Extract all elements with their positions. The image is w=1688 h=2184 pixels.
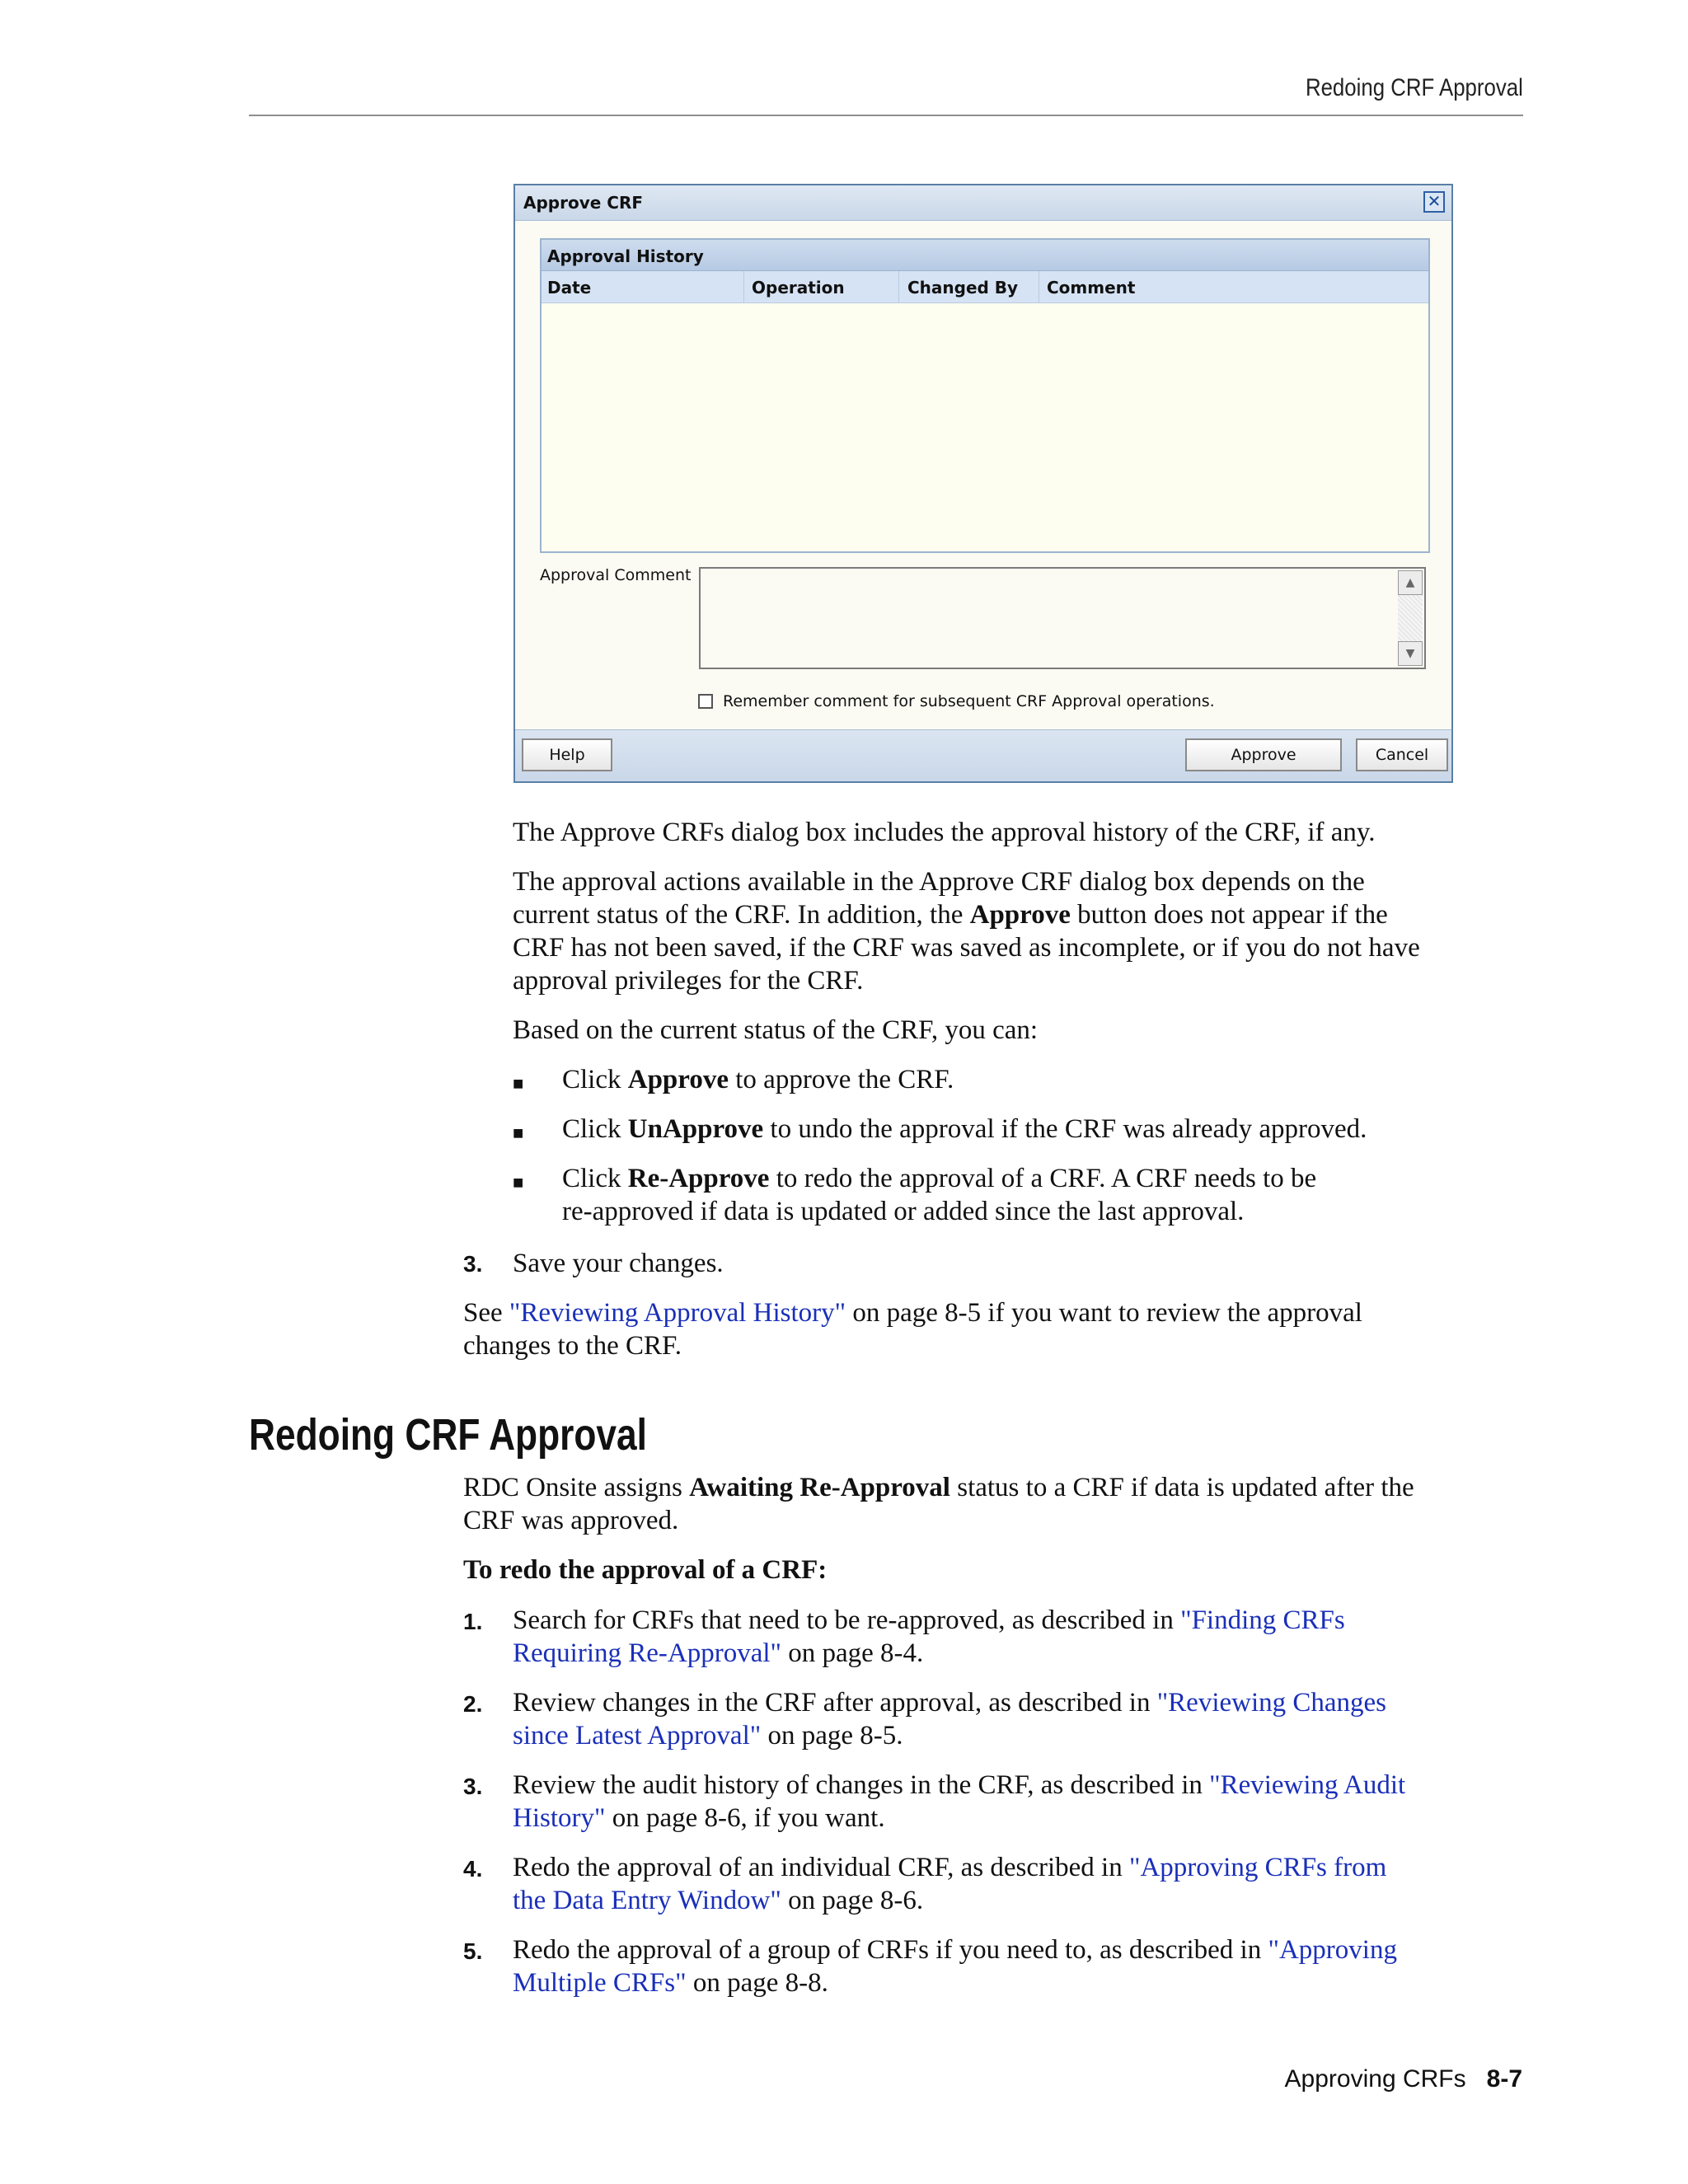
step-number: 3. <box>463 1251 483 1277</box>
see-also-paragraph: See "Reviewing Approval History" on page 8-5 if you want to review the approval changes to the CRF. <box>463 1298 1362 1361</box>
approving-multiple-link[interactable]: Multiple CRFs" <box>513 1968 687 1998</box>
list-item: Click UnApprove to undo the approval if the CRF was already approved. <box>562 1114 1367 1144</box>
scroll-down-icon[interactable]: ▼ <box>1398 641 1423 666</box>
help-button[interactable]: Help <box>522 738 612 771</box>
section-heading: Redoing CRF Approval <box>249 1410 647 1460</box>
section-intro: RDC Onsite assigns Awaiting Re-Approval status to a CRF if data is updated after the CRF was approved. <box>463 1473 1414 1535</box>
step-number: 1. <box>463 1609 483 1634</box>
remember-comment-checkbox[interactable] <box>698 694 713 709</box>
cancel-button[interactable]: Cancel <box>1356 738 1448 771</box>
paragraph: The Approve CRFs dialog box includes the approval history of the CRF, if any. <box>513 818 1376 847</box>
reviewing-audit-link[interactable]: "Reviewing Audit <box>1209 1770 1406 1800</box>
step-text: Redo the approval of an individual CRF, as described in "Approving CRFs from the Data Entry Window" on page 8-6. <box>513 1853 1387 1915</box>
paragraph: Based on the current status of the CRF, you can: <box>513 1015 1039 1045</box>
list-item: Click Re-Approve to redo the approval of a CRF. A CRF needs to be re-approved if data is updated or added since the last approval. <box>562 1164 1317 1226</box>
page-footer <box>1285 2065 1522 2093</box>
scroll-up-icon[interactable]: ▲ <box>1398 570 1423 595</box>
paragraph: The approval actions available in the Approve CRF dialog box depends on the current status of the CRF. In addition, the Approve button does not appear if the CRF has not been saved, if the CRF was saved as incomplete, or if you do not have approval privileges for the CRF. <box>513 867 1420 996</box>
list-item: Click Approve to approve the CRF. <box>562 1065 954 1094</box>
approval-comment-label: Approval Comment <box>540 566 692 584</box>
header-rule <box>249 115 1523 116</box>
approving-multiple-link[interactable]: "Approving <box>1268 1935 1397 1965</box>
approve-button[interactable]: Approve <box>1185 738 1342 771</box>
reviewing-audit-link[interactable]: History" <box>513 1803 606 1833</box>
column-date[interactable]: Date <box>547 278 592 298</box>
step-number: 3. <box>463 1774 483 1799</box>
approve-crf-dialog <box>513 184 1453 783</box>
remember-comment-row[interactable] <box>698 692 1215 710</box>
step-number: 2. <box>463 1691 483 1717</box>
footer-chapter: Approving CRFs <box>1284 2065 1466 2093</box>
step-text: Save your changes. <box>513 1249 724 1278</box>
step-number: 4. <box>463 1856 483 1882</box>
remember-comment-label: Remember comment for subsequent CRF Approval operations. <box>723 692 1215 710</box>
procedure-title: To redo the approval of a CRF: <box>463 1555 828 1585</box>
bullet-icon: ■ <box>513 1122 524 1143</box>
running-header: Redoing CRF Approval <box>1306 74 1523 101</box>
approval-comment-input[interactable] <box>699 567 1426 669</box>
step-text: Review changes in the CRF after approval, as described in "Reviewing Changes since Latest Approval" on page 8-5. <box>513 1688 1387 1750</box>
dialog-titlebar <box>515 185 1451 221</box>
step-text: Search for CRFs that need to be re-approved, as described in "Finding CRFs Requiring Re-Approval" on page 8-4. <box>513 1605 1345 1668</box>
close-icon[interactable]: ✕ <box>1423 191 1445 213</box>
approval-history-panel <box>540 238 1430 553</box>
bullet-icon: ■ <box>513 1073 524 1094</box>
approving-crfs-link[interactable]: "Approving CRFs from <box>1128 1853 1387 1882</box>
step-number: 5. <box>463 1938 483 1964</box>
footer-page-number: 8-7 <box>1486 2065 1522 2093</box>
bullet-icon: ■ <box>513 1172 524 1193</box>
step-text: Redo the approval of a group of CRFs if you need to, as described in "Approving Multiple CRFs" on page 8-8. <box>513 1935 1397 1998</box>
column-operation[interactable]: Operation <box>752 278 845 298</box>
reviewing-approval-history-link[interactable]: "Reviewing Approval History" <box>509 1298 846 1328</box>
approval-history-title: Approval History <box>542 240 1428 271</box>
step-text: Review the audit history of changes in the CRF, as described in "Reviewing Audit History" on page 8-6, if you want. <box>513 1770 1406 1833</box>
comment-scrollbar[interactable] <box>1398 570 1423 666</box>
reviewing-changes-link[interactable]: "Reviewing Changes <box>1156 1688 1387 1718</box>
history-column-headers <box>542 271 1428 303</box>
dialog-footer <box>515 729 1451 781</box>
finding-crfs-link[interactable]: Requiring Re-Approval" <box>513 1638 781 1668</box>
column-changed-by[interactable]: Changed By <box>907 278 1019 298</box>
column-divider <box>743 271 744 302</box>
column-divider <box>898 271 899 302</box>
reviewing-changes-link[interactable]: since Latest Approval" <box>513 1721 762 1750</box>
finding-crfs-link[interactable]: "Finding CRFs <box>1180 1605 1345 1635</box>
column-comment[interactable]: Comment <box>1047 278 1136 298</box>
dialog-title: Approve CRF <box>523 193 644 213</box>
approving-crfs-link[interactable]: the Data Entry Window" <box>513 1886 781 1915</box>
